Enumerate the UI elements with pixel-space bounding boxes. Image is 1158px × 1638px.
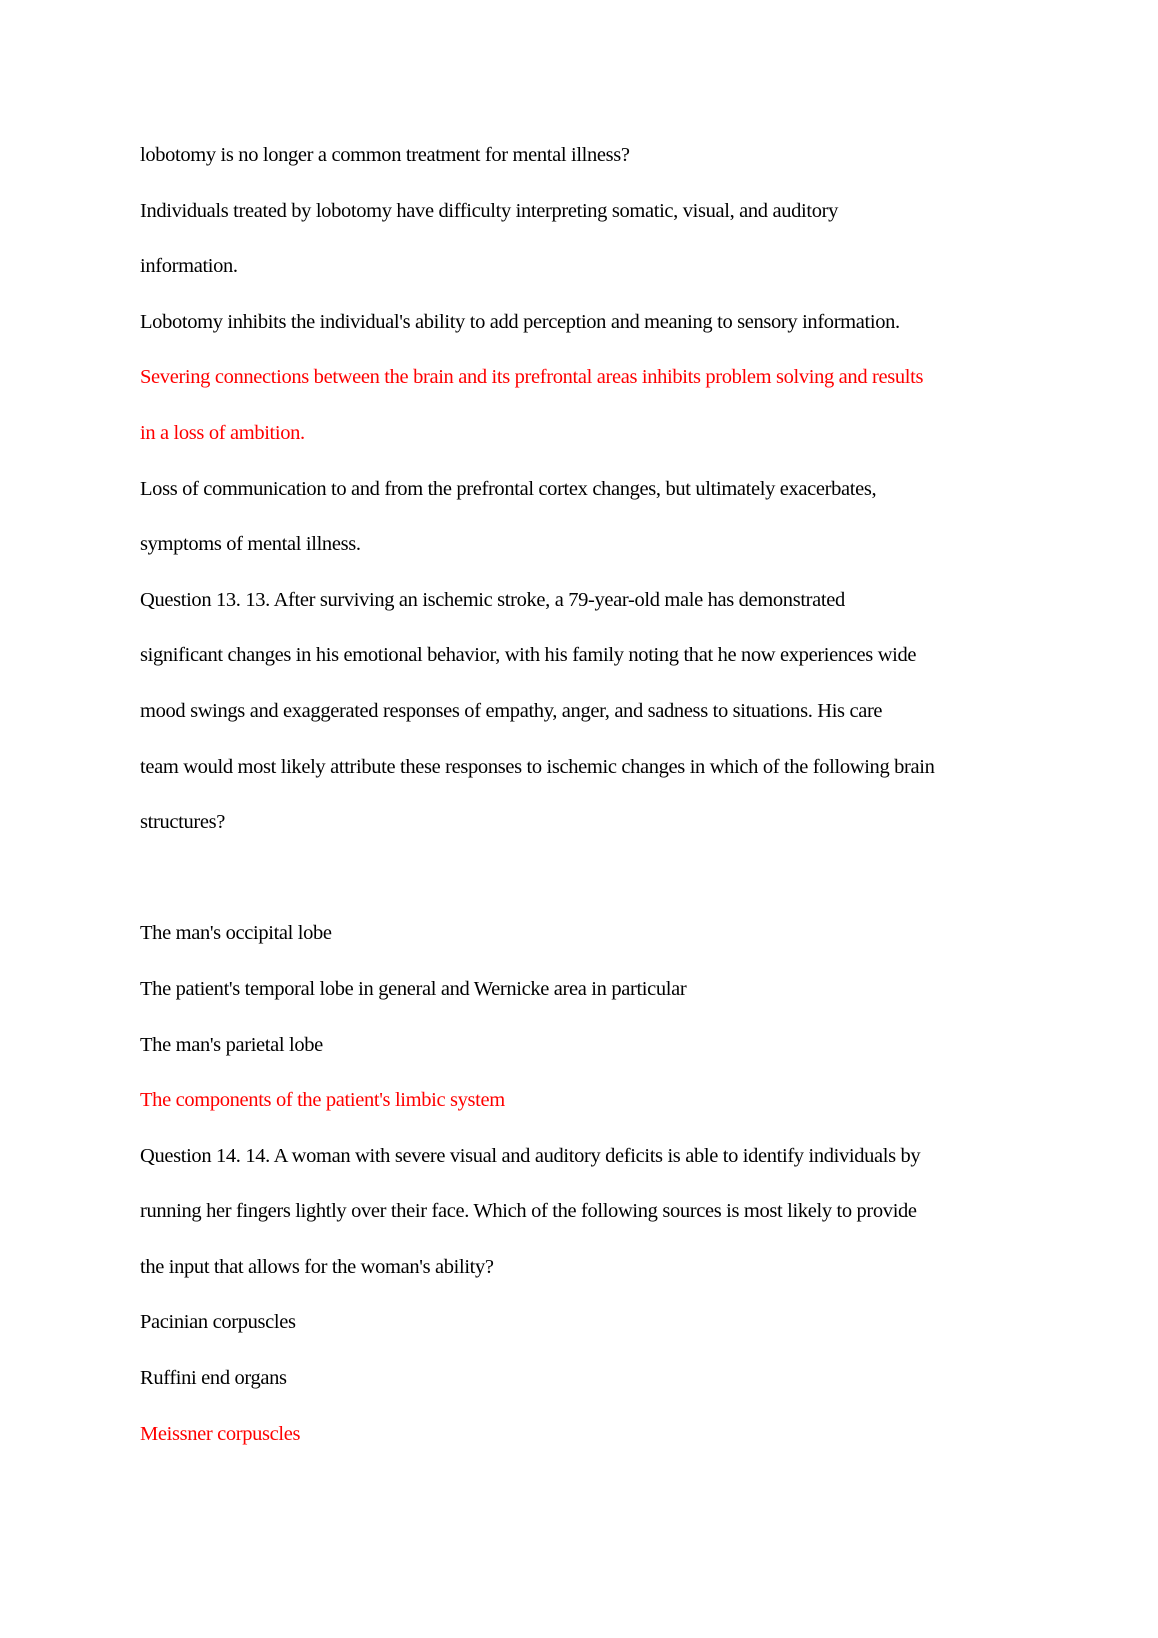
question-13-option-d-correct: The components of the patient's limbic system (140, 1089, 505, 1112)
question-14-option-a: Pacinian corpuscles (140, 1311, 296, 1334)
spacer (140, 851, 1020, 907)
question-13-option-a: The man's occipital lobe (140, 922, 332, 945)
question-14-stem-line-2: running her fingers lightly over their face. Which of the following sources is most likely to provide (140, 1200, 917, 1223)
question-12-option-c-correct-cont: in a loss of ambition. (140, 421, 305, 444)
question-13-option-b: The patient's temporal lobe in general and Wernicke area in particular (140, 977, 687, 1000)
question-14-stem-line-3: the input that allows for the woman's ability? (140, 1255, 494, 1278)
question-12-option-a-cont: information. (140, 255, 238, 278)
question-13-stem-line-4: team would most likely attribute these responses to ischemic changes in which of the following brain (140, 755, 935, 778)
question-13-stem-line-5: structures? (140, 811, 225, 834)
question-12-option-a: Individuals treated by lobotomy have difficulty interpreting somatic, visual, and auditory (140, 199, 838, 222)
question-12-option-b: Lobotomy inhibits the individual's ability to add perception and meaning to sensory information. (140, 310, 900, 333)
question-12-option-c-correct: Severing connections between the brain and its prefrontal areas inhibits problem solving and results (140, 366, 924, 389)
question-12-option-d: Loss of communication to and from the prefrontal cortex changes, but ultimately exacerbates, (140, 477, 877, 500)
question-14-option-b: Ruffini end organs (140, 1367, 287, 1390)
question-13-stem-line-1: Question 13. 13. After surviving an ischemic stroke, a 79-year-old male has demonstrated (140, 588, 845, 611)
question-13-stem-line-3: mood swings and exaggerated responses of empathy, anger, and sadness to situations. His care (140, 699, 883, 722)
question-12-option-d-cont: symptoms of mental illness. (140, 533, 361, 556)
question-13-stem-line-2: significant changes in his emotional behavior, with his family noting that he now experiences wide (140, 644, 917, 667)
document-body (140, 128, 1020, 1462)
question-14-stem-line-1: Question 14. 14. A woman with severe visual and auditory deficits is able to identify individuals by (140, 1144, 921, 1167)
question-13-option-c: The man's parietal lobe (140, 1033, 323, 1056)
question-12-stem-tail: lobotomy is no longer a common treatment for mental illness? (140, 144, 630, 166)
question-14-option-c-correct: Meissner corpuscles (140, 1422, 301, 1445)
